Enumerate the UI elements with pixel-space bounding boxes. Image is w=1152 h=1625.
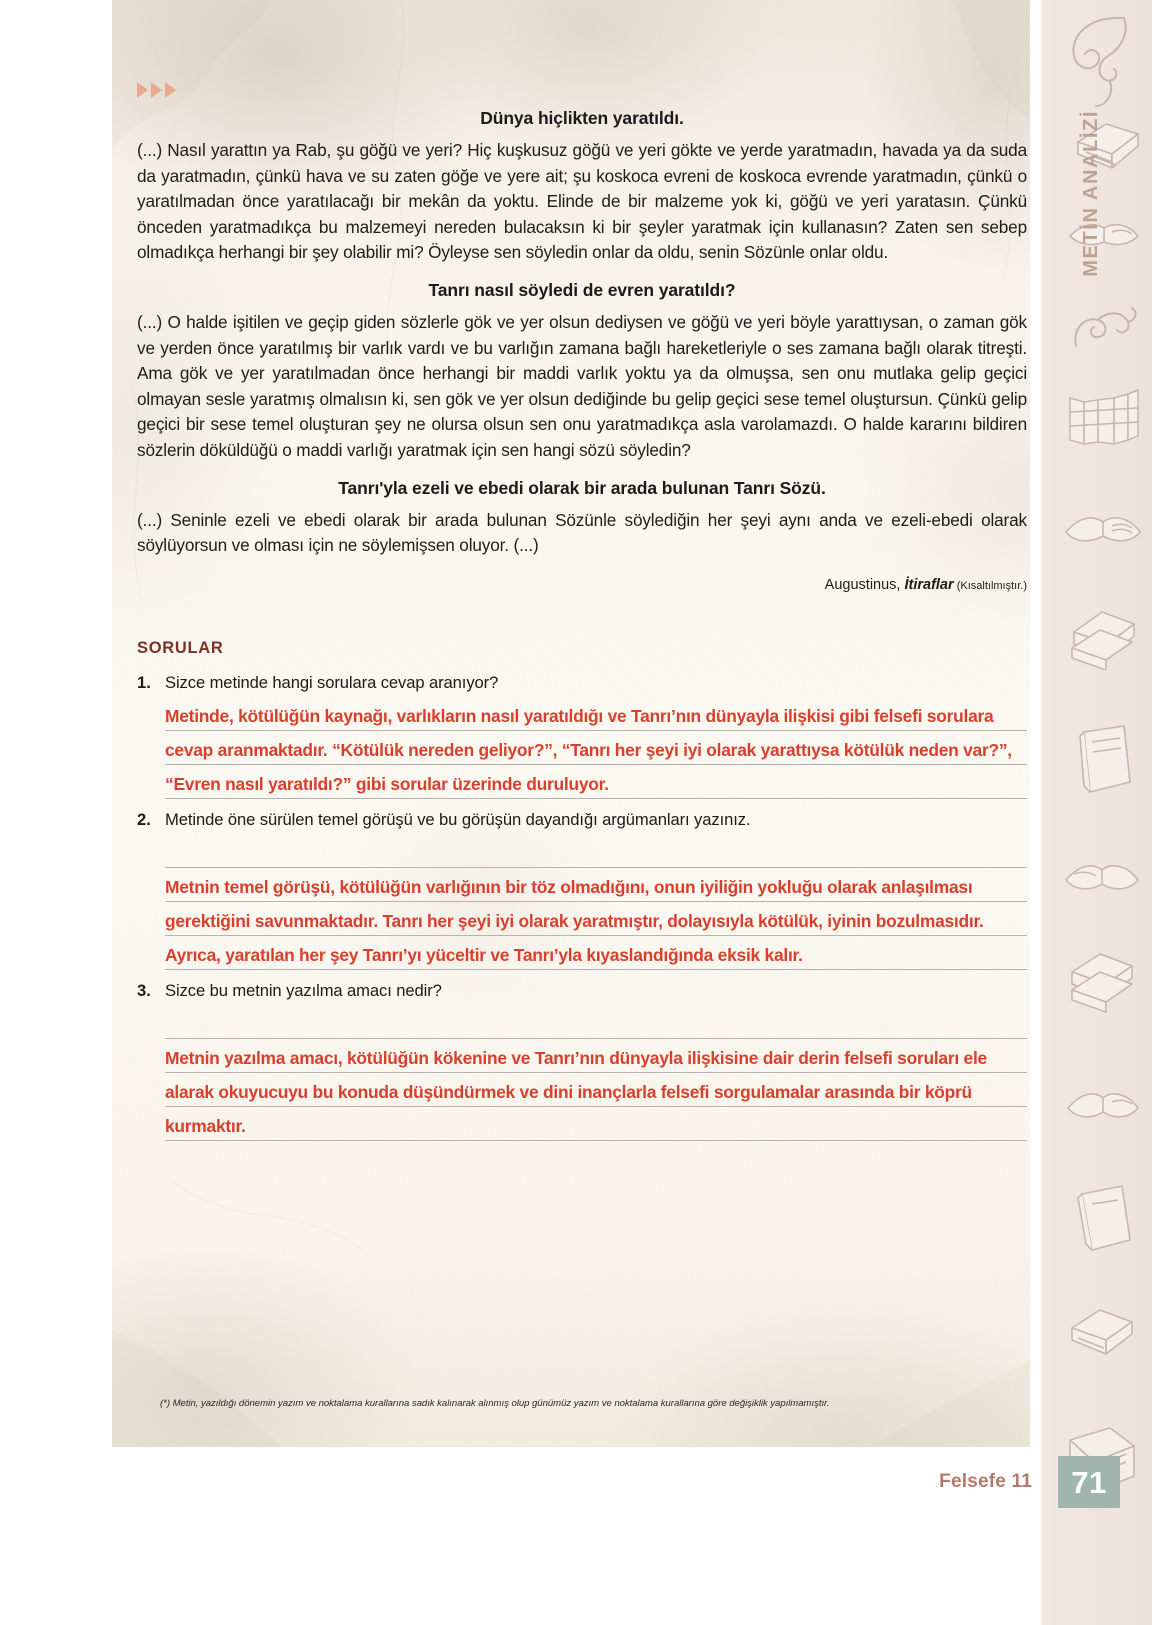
triple-arrow-marker xyxy=(137,82,176,98)
answer-field-2[interactable]: Metnin temel görüşü, kötülüğün varlığının bir töz olmadığını, onun iyiliğin yokluğu olarak anlaşılması gerektiğini savunmaktadır. Tanrı her şeyi iyi olarak yaratmıştır, dolayısıyla kötülük, iyinin bozulmasıdır. Ayrıca, yaratılan her şey Tanrı’yı yüceltir ve Tanrı’yla kıyaslandığında eksik kalır. xyxy=(165,836,1027,972)
question-number: 2. xyxy=(137,809,151,829)
answer-field-3[interactable]: Metnin yazılma amacı, kötülüğün kökenine ve Tanrı’nın dünyayla ilişkisine dair derin felsefi soruları ele alarak okuyucuyu bu konuda düşündürmek ve dini inançlarla felsefi sorgulamalar arasında bir köprü kurmaktır. xyxy=(165,1007,1027,1143)
stacked-books-icon xyxy=(1066,1300,1140,1368)
reading-paragraph-1: (...) Nasıl yarattın ya Rab, şu göğü ve yeri? Hiç kuşkusuz göğü ve yeri gökte ve yerde yaratmadın, havada ya da suda da yaratmadın, çünkü hava ve su zaten göğe ve yere ait; şu koskoca evreni de koskoca evrende yaratmadın, çünkü o yaratılmadan önce yaratılacağı bir mekân da yoktu. Elinde de bir malzeme yok ki, göğü ve yeri yaratasın. Çünkü önceden yaratmadıkça bu malzemeyi nereden bulacaksın ki bir şeyler yaratmak için kullanasın? Zaten sen sebep olmadıkça herhangi bir şey olabilir mi? Öyleyse sen söyledin onlar da oldu, senin Sözünle onlar oldu. xyxy=(137,140,1027,263)
question-text: Metinde öne sürülen temel görüşü ve bu görüşün dayandığı argümanları yazınız. xyxy=(165,809,751,829)
swirl-ornament-icon xyxy=(1068,300,1140,362)
open-book-icon xyxy=(1060,836,1144,904)
section-title: METİN ANALİZİ xyxy=(1080,110,1102,277)
section-side-band xyxy=(1040,0,1152,1625)
source-attribution xyxy=(137,577,1027,593)
question-number: 1. xyxy=(137,672,151,692)
attribution-work: İtiraflar xyxy=(904,576,954,593)
standing-book-icon xyxy=(1070,1180,1140,1258)
stacked-books-icon xyxy=(1066,944,1140,1016)
questions-heading: SORULAR xyxy=(137,638,224,657)
reading-paragraph-2: (...) O halde işitilen ve geçip giden sözlerle gök ve yer olsun dediysen ve göğü ve yeri böyle yarattıysan, o zaman gök ve yerden önce yaratılmış bir varlık vardı ve bu varlığın zamana bağlı hareketleriyle o ses zamana bağlı olarak titreşti. Ama gök ve yer yaratılmadan önce herhangi bir maddi varlık yoktu ya da olmuşsa, sen onu mutlaka gelip geçici olmayan sesle yaratmış olmalısın ki, sen gök ve yer olsun dediğinde bu gelip geçici sese temel oluştursun. Çünkü gelip geçici bir sese temel oluşturan şey ne olursa olsun sen onu yaratmadıkça asla varolamazdı. O halde kararını bildiren sözlerin döküldüğü o maddi varlığı yaratmak için sen hangi sözü söyledin? xyxy=(137,311,1027,460)
open-book-icon xyxy=(1062,1066,1144,1132)
attribution-author: Augustinus, xyxy=(824,576,905,593)
page-number-chip xyxy=(1058,1456,1120,1508)
question-item-3 xyxy=(137,978,1027,1003)
question-text: Sizce metinde hangi sorulara cevap aranıyor? xyxy=(165,672,499,692)
answer-field-1[interactable]: Metinde, kötülüğün kaynağı, varlıkların nasıl yaratıldığı ve Tanrı’nın dünyayla ilişkisi gibi felsefi sorulara cevap aranmaktadır. “Kötülük nereden geliyor?”, “Tanrı her şeyi iyi olarak yarattıysa kötülük neden var?”, “Evren nasıl yaratıldı?” gibi sorular üzerinde duruluyor. xyxy=(165,699,1027,801)
page-content xyxy=(126,0,1027,1447)
stacked-books-icon xyxy=(1066,600,1142,670)
page-number: 71 xyxy=(1071,1464,1107,1500)
reading-paragraph-3: (...) Seninle ezeli ve ebedi olarak bir arada bulunan Sözünle söylediğin her şeyi aynı anda ve ezeli-ebedi olarak söylüyorsun ve olması için ne söylemişsen oluyor. (...) xyxy=(137,509,1027,556)
standing-book-icon xyxy=(1070,720,1140,800)
question-number: 3. xyxy=(137,980,151,1000)
open-book-icon xyxy=(1064,196,1144,258)
book-title-label: Felsefe 11 xyxy=(939,1471,1032,1492)
swirl-ornament-icon xyxy=(1052,10,1144,120)
band-edge-highlight xyxy=(1040,0,1043,1625)
page-sheet xyxy=(112,0,1030,1447)
question-item-1 xyxy=(137,670,1027,695)
book-row-icon xyxy=(1062,378,1146,452)
reading-heading-3: Tanrı'yla ezeli ve ebedi olarak bir arada bulunan Tanrı Sözü. xyxy=(338,477,826,498)
page-footnote: (*) Metin, yazıldığı dönemin yazım ve noktalama kurallarına sadık kalınarak alınmış olup günümüz yazım ve noktalama kurallarına göre değişiklik yapılmamıştır. xyxy=(160,1398,830,1409)
arrow-icon xyxy=(151,82,162,98)
arrow-icon xyxy=(165,82,176,98)
question-item-2 xyxy=(137,807,1027,832)
question-text: Sizce bu metnin yazılma amacı nedir? xyxy=(165,980,442,1000)
open-book-icon xyxy=(1060,488,1146,554)
arrow-icon xyxy=(137,82,148,98)
attribution-note: (Kısaltılmıştır.) xyxy=(953,579,1027,592)
reading-heading-1: Dünya hiçlikten yaratıldı. xyxy=(480,108,684,128)
reading-heading-2: Tanrı nasıl söyledi de evren yaratıldı? xyxy=(428,279,736,300)
page-footer xyxy=(0,1447,1040,1625)
